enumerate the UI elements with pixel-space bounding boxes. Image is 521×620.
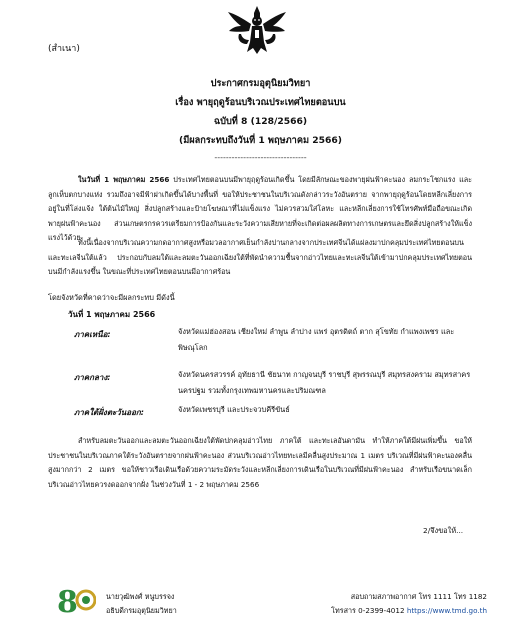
tmd-80-years-logo-icon [56, 578, 96, 620]
region-provinces-south-east: จังหวัดเพชรบุรี และประจวบคีรีขันธ์ [178, 405, 290, 414]
separator-line: -------------------------------- [214, 153, 307, 162]
paragraph-3: โดยจังหวัดที่คาดว่าจะมีผลกระทบ มีดังนี้ [48, 293, 175, 302]
contact-phone: สอบถามสภาพอากาศ โทร 1111 โทร 1182 [350, 592, 487, 601]
paragraph-1-body: ประเทศไทยตอนบนมีพายุฤดูร้อนเกิดขึ้น โดยมีลักษณะของพายุฝนฟ้าคะนอง ลมกระโชกแรง และลูกเห็บตกบางแห่ง รวมถึงอาจมีฟ้าผ่าเกิดขึ้นได้บางพื้นที่ ขอให้ประชาชนในบริเวณดังกล่าวระวังอันตราย จากพายุฤดูร้อนโดยหลีกเลี่ยงการอยู่ในที่โล่งแจ้ง ใต้ต้นไม้ใหญ่ สิ่งปลูกสร้างและป้ายโฆษณาที่ไม่แข็งแรง ไม่ควรสวมใส่โลหะ และหลีกเลี่ยงการใช้โทรศัพท์มือถือขณะเกิดพายุฝนฟ้าคะนอง ส่วนเกษตรกรควรเตรียมการป้องกันและระวังความเสียหายที่จะเกิดต่อผลผลิตทางการเกษตรและยึดสิ่งปลูกสร้างให้แข็งแรงไว้ด้วย [48, 175, 472, 242]
issue-number: ฉบับที่ 8 (128/2566) [213, 116, 308, 127]
signer-title: อธิบดีกรมอุตุนิยมวิทยา [106, 606, 177, 615]
copy-label: (สำเนา) [48, 44, 80, 54]
contact-fax-web [331, 604, 487, 618]
contact-block [331, 590, 487, 618]
paragraph-1-date: ในวันที่ 1 พฤษภาคม 2566 [78, 175, 170, 184]
page-continuation: 2/จึงขอให้... [423, 526, 464, 535]
region-provinces-north: จังหวัดแม่ฮ่องสอน เชียงใหม่ ลำพูน ลำปาง แพร่ อุตรดิตถ์ ตาก สุโขทัย กำแพงเพชร และพิษณุโลก [178, 327, 455, 352]
garuda-emblem-icon [227, 4, 287, 56]
paragraph-2: ทั้งนี้เนื่องจากบริเวณความกดอากาศสูงหรือมวลอากาศเย็นกำลังปานกลางจากประเทศจีนได้แผ่ลงมาปกคลุมประเทศไทยตอนบน และทะเลจีนใต้แล้ว ประกอบกับลมใต้และลมตะวันออกเฉียงใต้ที่พัดนำความชื้นจากอ่าวไทยและทะเลจีนใต้เข้ามาปกคลุมประเทศไทยตอนบนมีกำลังแรงขึ้น ในขณะที่ประเทศไทยตอนบนมีอากาศร้อน [48, 238, 472, 276]
signer-block [106, 590, 177, 618]
subject-title: เรื่อง พายุฤดูร้อนบริเวณประเทศไทยตอนบน [175, 97, 346, 108]
website-link[interactable]: https://www.tmd.go.th [406, 606, 487, 615]
region-provinces-central: จังหวัดนครสวรรค์ อุทัยธานี ชัยนาท กาญจนบุรี ราชบุรี สุพรรณบุรี สมุทรสงคราม สมุทรสาคร นครปฐม รวมทั้งกรุงเทพมหานครและปริมณฑล [178, 370, 471, 395]
agency-title: ประกาศกรมอุตุนิยมวิทยา [210, 78, 311, 89]
forecast-date: วันที่ 1 พฤษภาคม 2566 [68, 310, 156, 319]
region-label-south-east: ภาคใต้ฝั่งตะวันออก: [74, 408, 144, 417]
region-label-central: ภาคกลาง: [74, 373, 111, 382]
region-label-north: ภาคเหนือ: [74, 330, 111, 339]
contact-fax: โทรสาร 0-2399-4012 [331, 606, 405, 615]
signer-name: นายวุฒิพงศ์ หนูบรรจง [106, 592, 175, 601]
paragraph-4: สำหรับลมตะวันออกและลมตะวันออกเฉียงใต้พัดปกคลุมอ่าวไทย ภาคใต้ และทะเลอันดามัน ทำให้ภาคใต้มีฝนเพิ่มขึ้น ขอให้ประชาชนในบริเวณภาคใต้ระวังอันตรายจากฝนฟ้าคะนอง ส่วนบริเวณอ่าวไทยทะเลมีคลื่นสูงประมาณ 1 เมตร บริเวณที่มีฝนฟ้าคะนองคลื่นสูงมากกว่า 2 เมตร ขอให้ชาวเรือเดินเรือด้วยความระมัดระวังและหลีกเลี่ยงการเดินเรือในบริเวณที่มีฝนฟ้าคะนอง สำหรับเรือขนาดเล็กบริเวณอ่าวไทยควรงดออกจากฝั่ง ในช่วงวันที่ 1 - 2 พฤษภาคม 2566 [48, 436, 472, 489]
effective-date: (มีผลกระทบถึงวันที่ 1 พฤษภาคม 2566) [179, 135, 342, 146]
paragraph-1 [48, 173, 472, 246]
svg-text:8: 8 [57, 585, 78, 620]
